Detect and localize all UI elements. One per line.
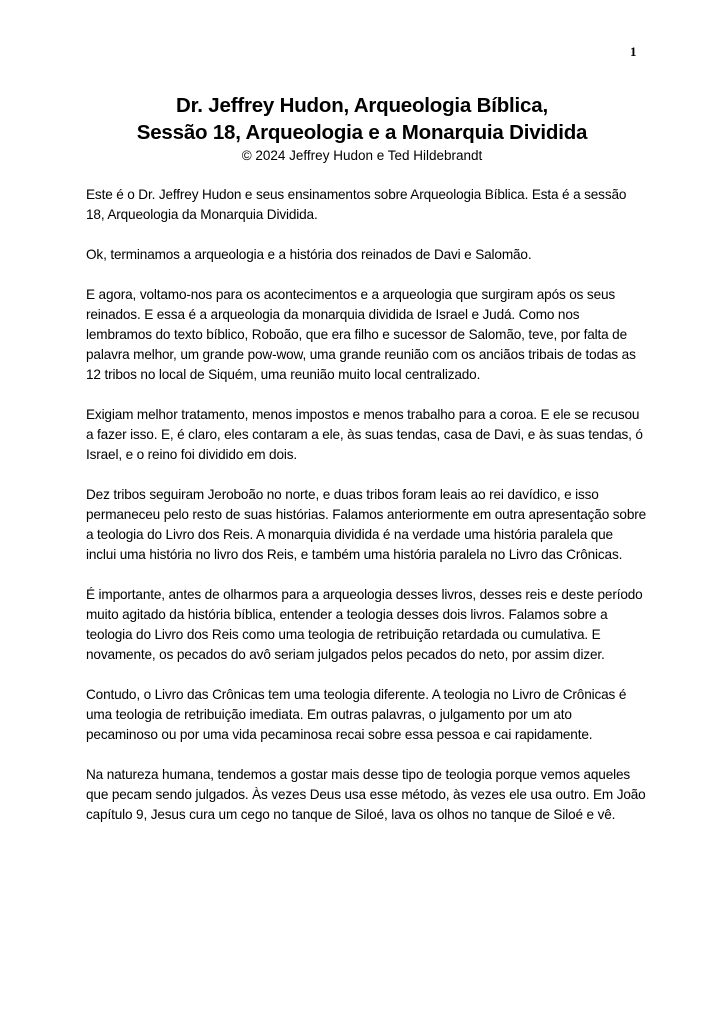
paragraph-3: E agora, voltamo-nos para os acontecimentos e a arqueologia que surgiram após os seus reinados. E essa é a arqueologia da monarquia dividida de Israel e Judá. Como nos lembramos do texto bíblico, Roboão, que era filho e sucessor de Salomão, teve, por falta de palavra melhor, um grande pow-wow, uma grande reunião com os anciãos tribais de todas as 12 tribos no local de Siquém, uma reunião muito local centralizado. [86, 287, 636, 382]
paragraph-5: Dez tribos seguiram Jeroboão no norte, e duas tribos foram leais ao rei davídico, e isso permaneceu pelo resto de suas histórias. Falamos anteriormente em outra apresentação sobre a teologia do Livro dos Reis. A monarquia dividida é na verdade uma história paralela que inclui uma história no livro dos Reis, e também uma história paralela no Livro das Crônicas. [86, 487, 647, 562]
paragraph-2: Ok, terminamos a arqueologia e a história dos reinados de Davi e Salomão. [86, 247, 532, 262]
document-header [0, 92, 724, 165]
paragraph-4: Exigiam melhor tratamento, menos impostos e menos trabalho para a coroa. E ele se recusou a fazer isso. E, é claro, eles contaram a ele, às suas tendas, casa de Davi, e às suas tendas, ó Israel, e o reino foi dividido em dois. [86, 407, 643, 462]
copyright-line: © 2024 Jeffrey Hudon e Ted Hildebrandt [241, 148, 483, 163]
page-number: 1 [630, 44, 637, 59]
paragraph-6: É importante, antes de olharmos para a arqueologia desses livros, desses reis e deste período muito agitado da história bíblica, entender a teologia desses dois livros. Falamos sobre a teologia do Livro dos Reis como uma teologia de retribuição retardada ou cumulativa. E novamente, os pecados do avô seriam julgados pelos pecados do neto, por assim dizer. [86, 587, 643, 662]
title-line-2: Sessão 18, Arqueologia e a Monarquia Dividida [136, 121, 588, 144]
title-line-1: Dr. Jeffrey Hudon, Arqueologia Bíblica, [176, 94, 548, 117]
paragraph-1: Este é o Dr. Jeffrey Hudon e seus ensinamentos sobre Arqueologia Bíblica. Esta é a sessão 18, Arqueologia da Monarquia Dividida. [86, 187, 627, 222]
document-body [86, 185, 646, 845]
paragraph-8: Na natureza humana, tendemos a gostar mais desse tipo de teologia porque vemos aqueles que pecam sendo julgados. Às vezes Deus usa esse método, às vezes ele usa outro. Em João capítulo 9, Jesus cura um cego no tanque de Siloé, lava os olhos no tanque de Siloé e vê. [86, 767, 646, 822]
paragraph-7: Contudo, o Livro das Crônicas tem uma teologia diferente. A teologia no Livro de Crônicas é uma teologia de retribuição imediata. Em outras palavras, o julgamento por um ato pecaminoso ou por uma vida pecaminosa recai sobre essa pessoa e cai rapidamente. [86, 687, 627, 742]
